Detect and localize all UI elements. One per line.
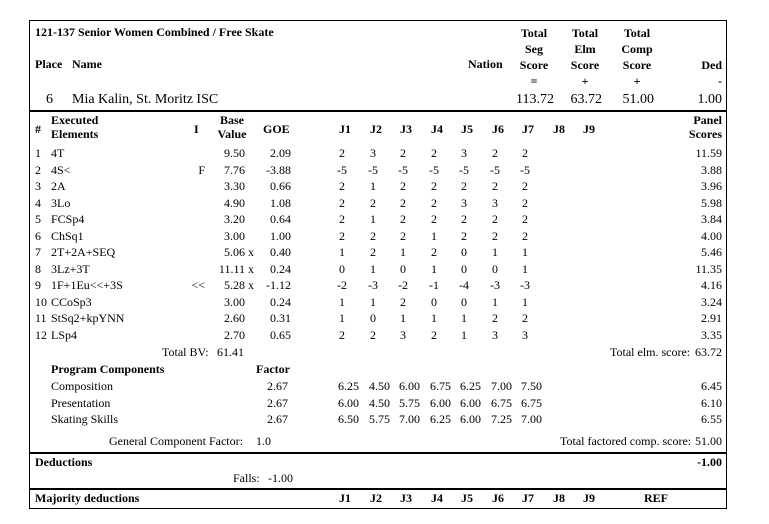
element-judge-score-j1: 2	[339, 195, 345, 210]
component-judge-score-j4: 6.25	[430, 412, 451, 426]
col-panel: Panel	[693, 113, 722, 127]
element-panel-score: 11.59	[695, 146, 722, 160]
element-judge-score-j7: -3	[520, 278, 530, 292]
element-judge-score-j2: 2	[370, 327, 376, 342]
element-judge-score-j6: 3	[492, 195, 498, 210]
col-j8: J8	[553, 122, 565, 136]
element-judge-score-j1: 1	[339, 245, 345, 259]
element-panel-score: 2.91	[701, 311, 722, 325]
divider	[30, 488, 726, 490]
element-code: 3Lo	[51, 195, 71, 210]
element-base-value: 2.60	[224, 311, 245, 325]
element-judge-score-j7: 2	[522, 179, 528, 193]
element-number: 5	[35, 212, 41, 226]
element-code: 4T	[51, 146, 65, 160]
element-row	[30, 277, 726, 293]
element-judge-score-j2: 1	[370, 212, 376, 226]
element-judge-score-j1: 2	[339, 212, 345, 226]
components-factor-label: Factor	[256, 362, 290, 376]
element-judge-score-j3: -2	[398, 278, 408, 292]
col-goe: GOE	[263, 122, 290, 136]
element-judge-score-j6: -5	[490, 162, 500, 177]
element-judge-score-j6: 0	[492, 261, 498, 276]
element-judge-score-j3: 1	[400, 311, 406, 325]
col-base: Base	[220, 113, 244, 127]
general-factor-label: General Component Factor:	[109, 434, 243, 448]
component-judge-score-j2: 5.75	[369, 412, 390, 426]
col-num: #	[35, 122, 41, 136]
majority-j3: J3	[400, 491, 412, 505]
components-title: Program Components	[51, 362, 165, 376]
element-panel-score: 3.84	[701, 212, 722, 226]
element-judge-score-j7: 3	[522, 327, 528, 342]
element-judge-score-j2: 2	[370, 228, 376, 243]
total-comp-label: Total factored comp. score:	[560, 434, 692, 448]
total-seg-h2: Seg	[525, 42, 543, 56]
element-judge-score-j5: 0	[461, 261, 467, 276]
majority-j8: J8	[553, 491, 565, 505]
majority-label: Majority deductions	[35, 491, 140, 505]
element-code: StSq2+kpYNN	[51, 311, 125, 325]
total-elm-header	[563, 25, 607, 89]
deductions-label: Deductions	[35, 455, 93, 469]
component-judge-score-j7: 7.00	[521, 412, 542, 426]
element-row	[30, 294, 726, 310]
element-judge-score-j7: -5	[520, 162, 530, 177]
element-goe: 1.00	[270, 228, 291, 243]
component-score: 6.55	[701, 412, 722, 426]
element-panel-score: 3.24	[701, 294, 722, 309]
total-comp-h2: Comp	[621, 42, 653, 56]
element-row	[30, 195, 726, 211]
total-elm-h2: Elm	[574, 42, 596, 56]
element-code: ChSq1	[51, 228, 84, 243]
element-judge-score-j1: -5	[337, 162, 347, 177]
element-judge-score-j3: 2	[400, 212, 406, 226]
majority-j7: J7	[522, 491, 534, 505]
majority-j6: J6	[492, 491, 504, 505]
element-judge-score-j2: 1	[370, 179, 376, 193]
col-panel-scores	[672, 113, 722, 141]
component-score: 6.10	[701, 395, 722, 410]
col-j4: J4	[431, 122, 443, 136]
element-judge-score-j6: 2	[492, 228, 498, 243]
element-judge-score-j4: 2	[431, 146, 437, 160]
col-base-value	[210, 113, 254, 141]
element-base-value: 3.30	[224, 179, 245, 193]
element-number: 12	[35, 327, 47, 342]
component-judge-score-j7: 7.50	[521, 379, 542, 393]
col-j2: J2	[370, 122, 382, 136]
element-base-value: 3.00	[224, 228, 245, 243]
element-number: 6	[35, 228, 41, 243]
element-info: F	[198, 162, 205, 177]
element-code: CCoSp3	[51, 294, 92, 309]
element-judge-score-j7: 2	[522, 311, 528, 325]
col-j5: J5	[461, 122, 473, 136]
element-judge-score-j5: 2	[461, 179, 467, 193]
element-info: <<	[191, 278, 205, 292]
deductions-value: -1.00	[697, 455, 722, 469]
element-judge-score-j3: 1	[400, 245, 406, 259]
element-judge-score-j4: 2	[431, 212, 437, 226]
total-bv-label: Total BV:	[162, 345, 209, 359]
element-panel-score: 5.46	[701, 245, 722, 259]
element-judge-score-j5: 3	[461, 146, 467, 160]
element-x-mark: x	[248, 278, 254, 292]
element-judge-score-j6: 2	[492, 311, 498, 325]
component-judge-score-j4: 6.75	[430, 379, 451, 393]
element-panel-score: 4.00	[701, 228, 722, 243]
element-row	[30, 310, 726, 326]
element-judge-score-j3: 2	[400, 146, 406, 160]
component-row	[30, 395, 726, 411]
element-code: 2A	[51, 179, 66, 193]
element-number: 2	[35, 162, 41, 177]
component-judge-score-j1: 6.25	[338, 379, 359, 393]
element-judge-score-j4: 2	[431, 327, 437, 342]
element-goe: -3.88	[266, 162, 291, 177]
total-seg-h3: Score	[519, 58, 549, 72]
total-elm-h1: Total	[571, 26, 599, 40]
element-judge-score-j2: 2	[370, 245, 376, 259]
element-judge-score-j4: 0	[431, 294, 437, 309]
element-goe: -1.12	[266, 278, 291, 292]
element-code: 1F+1Eu<<+3S	[51, 278, 123, 292]
scoresheet	[29, 20, 727, 509]
element-judge-score-j6: 2	[492, 212, 498, 226]
component-judge-score-j1: 6.00	[338, 395, 359, 410]
falls-label: Falls:	[233, 471, 260, 485]
element-code: LSp4	[51, 327, 78, 342]
skater-total-elm: 63.72	[570, 92, 602, 107]
element-number: 7	[35, 245, 41, 259]
element-judge-score-j5: 2	[461, 212, 467, 226]
element-judge-score-j5: 1	[461, 327, 467, 342]
total-bv-value: 61.41	[217, 345, 244, 359]
element-base-value: 9.50	[224, 146, 245, 160]
element-code: 2T+2A+SEQ	[51, 245, 116, 259]
ded-header	[682, 57, 722, 89]
component-judge-score-j2: 4.50	[369, 379, 390, 393]
element-judge-score-j1: -2	[337, 278, 347, 292]
col-elements: Elements	[51, 127, 99, 141]
element-row	[30, 244, 726, 260]
element-judge-score-j5: 2	[461, 228, 467, 243]
element-code: FCSp4	[51, 212, 85, 226]
element-judge-score-j1: 2	[339, 327, 345, 342]
element-row	[30, 178, 726, 194]
element-judge-score-j4: -5	[429, 162, 439, 177]
total-comp-h1: Total	[623, 26, 651, 40]
element-panel-score: 3.96	[701, 179, 722, 193]
divider	[30, 452, 726, 454]
element-judge-score-j3: 0	[400, 261, 406, 276]
element-panel-score: 3.35	[701, 327, 722, 342]
element-judge-score-j5: -4	[459, 278, 469, 292]
majority-j4: J4	[431, 491, 443, 505]
element-judge-score-j3: 3	[400, 327, 406, 342]
component-judge-score-j7: 6.75	[521, 395, 542, 410]
ded-h2: -	[718, 74, 722, 88]
element-judge-score-j3: 2	[400, 179, 406, 193]
element-judge-score-j4: 1	[431, 261, 437, 276]
col-j7: J7	[522, 122, 534, 136]
element-judge-score-j7: 2	[522, 228, 528, 243]
component-judge-score-j6: 7.25	[491, 412, 512, 426]
component-judge-score-j3: 7.00	[399, 412, 420, 426]
majority-j1: J1	[339, 491, 351, 505]
total-seg-h4: =	[530, 74, 538, 88]
element-judge-score-j6: 3	[492, 327, 498, 342]
majority-ref: REF	[644, 491, 668, 505]
element-x-mark: x	[248, 261, 254, 276]
element-base-value: 3.20	[224, 212, 245, 226]
majority-j5: J5	[461, 491, 473, 505]
element-judge-score-j4: 1	[431, 311, 437, 325]
element-panel-score: 3.88	[701, 162, 722, 177]
element-judge-score-j6: 1	[492, 294, 498, 309]
component-name: Skating Skills	[51, 412, 119, 426]
component-name: Composition	[51, 379, 114, 393]
element-judge-score-j1: 2	[339, 179, 345, 193]
element-goe: 0.31	[270, 311, 291, 325]
col-executed: Executed	[51, 113, 99, 127]
element-base-value: 7.76	[224, 162, 245, 177]
element-judge-score-j2: 1	[370, 294, 376, 309]
element-judge-score-j3: 2	[400, 228, 406, 243]
element-panel-score: 11.35	[695, 261, 722, 276]
component-row	[30, 378, 726, 394]
element-judge-score-j4: 2	[431, 245, 437, 259]
element-judge-score-j2: 3	[370, 146, 376, 160]
element-number: 3	[35, 179, 41, 193]
skater-ded: 1.00	[697, 92, 722, 107]
element-goe: 0.24	[270, 261, 291, 276]
col-j6: J6	[492, 122, 504, 136]
element-judge-score-j2: -5	[368, 162, 378, 177]
divider	[30, 110, 726, 112]
component-judge-score-j5: 6.00	[460, 412, 481, 426]
element-judge-score-j7: 2	[522, 195, 528, 210]
component-factor: 2.67	[267, 412, 288, 426]
element-judge-score-j4: 2	[431, 195, 437, 210]
element-judge-score-j5: 1	[461, 311, 467, 325]
element-judge-score-j5: -5	[459, 162, 469, 177]
col-value: Value	[217, 127, 247, 141]
element-row	[30, 228, 726, 244]
element-judge-score-j6: 2	[492, 146, 498, 160]
total-elm-h3: Score	[570, 58, 600, 72]
component-factor: 2.67	[267, 379, 288, 393]
total-comp-header	[612, 25, 662, 89]
total-comp-h4: +	[633, 74, 641, 88]
element-judge-score-j7: 1	[522, 294, 528, 309]
element-judge-score-j2: 2	[370, 195, 376, 210]
element-judge-score-j2: -3	[368, 278, 378, 292]
element-judge-score-j5: 3	[461, 195, 467, 210]
majority-j9: J9	[583, 491, 595, 505]
element-base-value: 5.06	[224, 245, 245, 259]
element-judge-score-j7: 1	[522, 245, 528, 259]
element-judge-score-j7: 2	[522, 212, 528, 226]
element-judge-score-j3: -5	[398, 162, 408, 177]
total-comp-h3: Score	[622, 58, 652, 72]
element-number: 1	[35, 146, 41, 160]
component-judge-score-j2: 4.50	[369, 395, 390, 410]
element-goe: 2.09	[270, 146, 291, 160]
element-base-value: 4.90	[224, 195, 245, 210]
element-judge-score-j1: 1	[339, 311, 345, 325]
component-judge-score-j4: 6.00	[430, 395, 451, 410]
element-row	[30, 327, 726, 343]
general-factor-value: 1.0	[256, 434, 271, 448]
skater-total-comp: 51.00	[622, 92, 654, 107]
component-score: 6.45	[701, 379, 722, 393]
falls-value: -1.00	[268, 471, 293, 485]
element-judge-score-j2: 0	[370, 311, 376, 325]
col-j9: J9	[583, 122, 595, 136]
element-judge-score-j5: 0	[461, 245, 467, 259]
total-seg-h1: Total	[520, 26, 548, 40]
element-number: 10	[35, 294, 47, 309]
majority-j2: J2	[370, 491, 382, 505]
component-judge-score-j1: 6.50	[338, 412, 359, 426]
element-judge-score-j5: 0	[461, 294, 467, 309]
element-judge-score-j6: 1	[492, 245, 498, 259]
component-judge-score-j3: 5.75	[399, 395, 420, 410]
element-judge-score-j7: 2	[522, 146, 528, 160]
col-j3: J3	[400, 122, 412, 136]
element-row	[30, 162, 726, 178]
element-code: 4S<	[51, 162, 71, 177]
element-goe: 0.24	[270, 294, 291, 309]
event-title: 121-137 Senior Women Combined / Free Skate	[35, 25, 274, 39]
nation-label: Nation	[468, 57, 503, 71]
element-judge-score-j3: 2	[400, 195, 406, 210]
col-j1: J1	[339, 122, 351, 136]
ded-h1: Ded	[701, 58, 722, 72]
element-judge-score-j2: 1	[370, 261, 376, 276]
total-elm-value: 63.72	[695, 345, 722, 359]
element-goe: 0.40	[270, 245, 291, 259]
element-base-value: 11.11	[218, 261, 245, 276]
element-x-mark: x	[248, 245, 254, 259]
element-row	[30, 211, 726, 227]
component-judge-score-j5: 6.00	[460, 395, 481, 410]
total-elm-label: Total elm. score:	[610, 345, 691, 359]
element-panel-score: 4.16	[701, 278, 722, 292]
element-goe: 0.65	[270, 327, 291, 342]
component-name: Presentation	[51, 395, 111, 410]
element-judge-score-j4: -1	[429, 278, 439, 292]
col-executed-elements	[51, 113, 98, 141]
component-judge-score-j5: 6.25	[460, 379, 481, 393]
skater-total-seg: 113.72	[516, 92, 554, 107]
element-judge-score-j6: 2	[492, 179, 498, 193]
skater-place: 6	[46, 92, 53, 107]
name-label: Name	[72, 57, 102, 71]
place-label: Place	[35, 57, 63, 71]
total-seg-header	[512, 25, 556, 89]
total-comp-value: 51.00	[695, 434, 722, 448]
element-goe: 0.64	[270, 212, 291, 226]
component-judge-score-j6: 7.00	[491, 379, 512, 393]
element-number: 11	[35, 311, 47, 325]
element-judge-score-j7: 1	[522, 261, 528, 276]
element-base-value: 3.00	[224, 294, 245, 309]
element-judge-score-j3: 2	[400, 294, 406, 309]
total-elm-h4: +	[581, 74, 589, 88]
element-base-value: 5.28	[224, 278, 245, 292]
element-judge-score-j1: 0	[339, 261, 345, 276]
element-panel-score: 5.98	[701, 195, 722, 210]
element-judge-score-j1: 1	[339, 294, 345, 309]
skater-name: Mia Kalin, St. Moritz ISC	[72, 92, 219, 107]
element-number: 4	[35, 195, 41, 210]
element-judge-score-j1: 2	[339, 146, 345, 160]
component-judge-score-j6: 6.75	[491, 395, 512, 410]
element-base-value: 2.70	[224, 327, 245, 342]
element-number: 8	[35, 261, 41, 276]
element-number: 9	[35, 278, 41, 292]
element-judge-score-j4: 1	[431, 228, 437, 243]
col-info: I	[194, 122, 199, 136]
element-goe: 0.66	[270, 179, 291, 193]
element-row	[30, 261, 726, 277]
col-scores: Scores	[688, 127, 722, 141]
element-judge-score-j1: 2	[339, 228, 345, 243]
element-row	[30, 145, 726, 161]
component-row	[30, 411, 726, 427]
element-judge-score-j6: -3	[490, 278, 500, 292]
element-code: 3Lz+3T	[51, 261, 90, 276]
component-judge-score-j3: 6.00	[399, 379, 420, 393]
element-goe: 1.08	[270, 195, 291, 210]
element-judge-score-j4: 2	[431, 179, 437, 193]
component-factor: 2.67	[267, 395, 288, 410]
